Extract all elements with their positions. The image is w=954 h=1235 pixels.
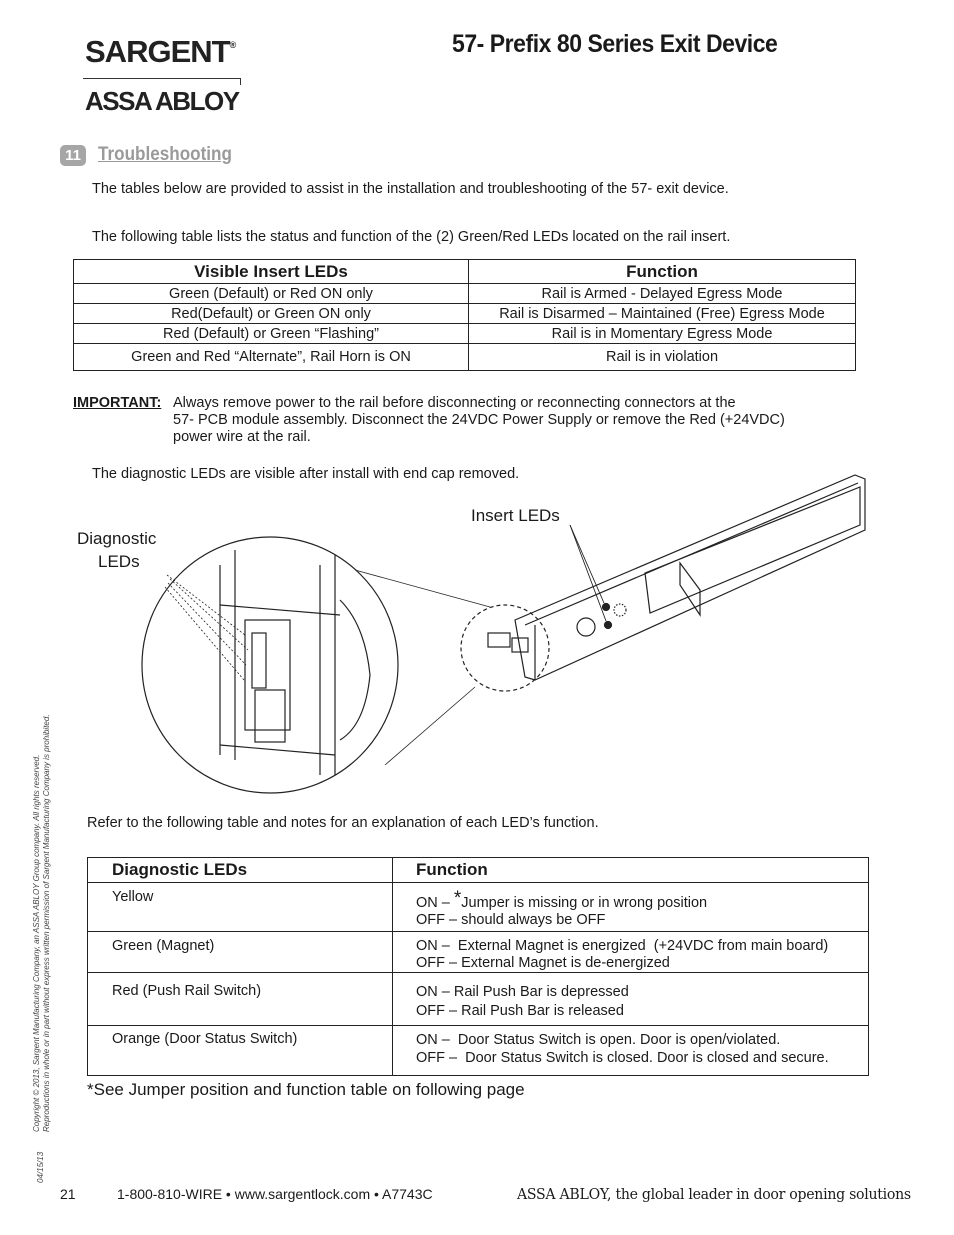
- table-cell: Rail is in Momentary Egress Mode: [469, 324, 856, 344]
- off-text: OFF – Door Status Switch is closed. Door is closed and secure.: [416, 1050, 829, 1066]
- date-code: 04/15/13: [36, 1151, 45, 1183]
- on-text: Door Status Switch is open. Door is open/violated.: [449, 1032, 781, 1048]
- on-prefix: ON –: [416, 895, 450, 911]
- off-text: OFF – External Magnet is de-energized: [416, 955, 670, 971]
- key-cylinder: [577, 618, 595, 636]
- table-row: [88, 883, 869, 932]
- table-cell: Red(Default) or Green ON only: [74, 304, 469, 324]
- table-cell: Rail is in violation: [469, 344, 856, 371]
- intro-paragraph-1: The tables below are provided to assist in the installation and troubleshooting of the 57- exit device.: [92, 181, 729, 197]
- on-prefix: ON –: [416, 1032, 450, 1048]
- insert-led-leader: [570, 525, 606, 621]
- section-number-badge: 11: [60, 145, 86, 166]
- led-name-cell: Green (Magnet): [88, 932, 393, 973]
- copyright-notice: [32, 672, 52, 1132]
- footer-tagline: ASSA ABLOY, the global leader in door opening solutions: [517, 1185, 911, 1203]
- copyright-line: Copyright © 2013, Sargent Manufacturing Company, an ASSA ABLOY Group company. All rights reserved.: [32, 754, 41, 1132]
- table-row: [88, 1026, 869, 1076]
- horn-grille: [614, 604, 626, 616]
- sargent-logo: SARGENT®: [85, 34, 236, 69]
- page-number: 21: [60, 1186, 76, 1202]
- led-name-cell: Red (Push Rail Switch): [88, 973, 393, 1026]
- column-header: Function: [469, 260, 856, 284]
- diagnostic-leds-callout-line1: Diagnostic: [77, 529, 157, 548]
- insert-leds-callout: Insert LEDs: [471, 506, 560, 525]
- pcb-connector: [252, 633, 266, 688]
- footnote: *See Jumper position and function table on following page: [87, 1080, 525, 1099]
- column-header: Diagnostic LEDs: [88, 858, 393, 883]
- led-function-cell: [393, 973, 869, 1026]
- table-row: [74, 284, 856, 304]
- led-function-cell: [393, 883, 869, 932]
- led-name-cell: Yellow: [88, 883, 393, 932]
- important-line: power wire at the rail.: [173, 429, 311, 445]
- housing-walls: [220, 550, 335, 775]
- led-function-cell: [393, 1026, 869, 1076]
- push-bar-end: [680, 563, 700, 615]
- push-bar: [645, 487, 860, 613]
- rail-end-connector: [488, 633, 510, 647]
- on-text: Rail Push Bar is depressed: [449, 984, 629, 1000]
- on-prefix: ON –: [416, 984, 450, 1000]
- important-line: Always remove power to the rail before disconnecting or reconnecting connectors at the: [173, 395, 736, 411]
- logo-divider-tick: [240, 78, 241, 85]
- table-row: [88, 973, 869, 1026]
- diagnostic-leds-callout-line2: LEDs: [98, 552, 140, 571]
- led-function-cell: [393, 932, 869, 973]
- off-text: OFF – Rail Push Bar is released: [416, 1003, 624, 1019]
- off-text: OFF – should always be OFF: [416, 912, 606, 928]
- leader-line: [355, 570, 490, 607]
- important-line: 57- PCB module assembly. Disconnect the 24VDC Power Supply or remove the Red (+24VDC): [173, 412, 785, 428]
- column-header: Visible Insert LEDs: [74, 260, 469, 284]
- assa-abloy-logo: ASSA ABLOY: [85, 86, 239, 116]
- section-title: Troubleshooting: [98, 144, 232, 165]
- table-row: [88, 932, 869, 973]
- table-row: [74, 304, 856, 324]
- diagnostic-leds-table: [87, 857, 869, 1076]
- table-cell: Green (Default) or Red ON only: [74, 284, 469, 304]
- rail-end-dashed-circle: [461, 605, 549, 691]
- refer-text: Refer to the following table and notes for an explanation of each LED’s function.: [87, 815, 599, 831]
- insert-led-leader: [570, 525, 604, 603]
- end-cap-profile: [340, 600, 370, 740]
- table-row: [74, 324, 856, 344]
- insert-led-red: [605, 622, 612, 629]
- table-cell: Rail is Disarmed – Maintained (Free) Egress Mode: [469, 304, 856, 324]
- column-header: Function: [393, 858, 869, 883]
- table-cell: Rail is Armed - Delayed Egress Mode: [469, 284, 856, 304]
- logo-divider: [83, 78, 241, 79]
- pcb-header: [255, 690, 285, 742]
- exit-device-diagram: [140, 455, 870, 800]
- on-text: Jumper is missing or in wrong position: [461, 895, 708, 911]
- on-text: External Magnet is energized (+24VDC from main board): [449, 938, 829, 954]
- important-text: [173, 395, 853, 446]
- insert-leds-table: [73, 259, 856, 371]
- page-title: 57- Prefix 80 Series Exit Device: [452, 30, 778, 58]
- detail-magnifier-circle: [142, 537, 398, 793]
- on-prefix: ON –: [416, 938, 450, 954]
- footer-contact: 1-800-810-WIRE • www.sargentlock.com • A7743C: [117, 1186, 433, 1202]
- important-label: IMPORTANT:: [73, 395, 162, 411]
- copyright-line: Reproductions in whole or in part without express written permission of Sargent Manufacturing Company is prohibited.: [42, 714, 51, 1132]
- intro-paragraph-2: The following table lists the status and function of the (2) Green/Red LEDs located on the rail insert.: [92, 229, 731, 245]
- table-header-row: [74, 260, 856, 284]
- table-header-row: [88, 858, 869, 883]
- table-cell: Green and Red “Alternate”, Rail Horn is ON: [74, 344, 469, 371]
- housing-edges: [220, 605, 340, 755]
- footnote-star: *: [453, 888, 462, 909]
- leader-line: [385, 687, 475, 765]
- rail-face: [525, 483, 858, 680]
- table-row: [74, 344, 856, 371]
- insert-led-green: [603, 604, 610, 611]
- led-name-cell: Orange (Door Status Switch): [88, 1026, 393, 1076]
- diagram-caption: The diagnostic LEDs are visible after install with end cap removed.: [92, 466, 520, 482]
- table-cell: Red (Default) or Green “Flashing”: [74, 324, 469, 344]
